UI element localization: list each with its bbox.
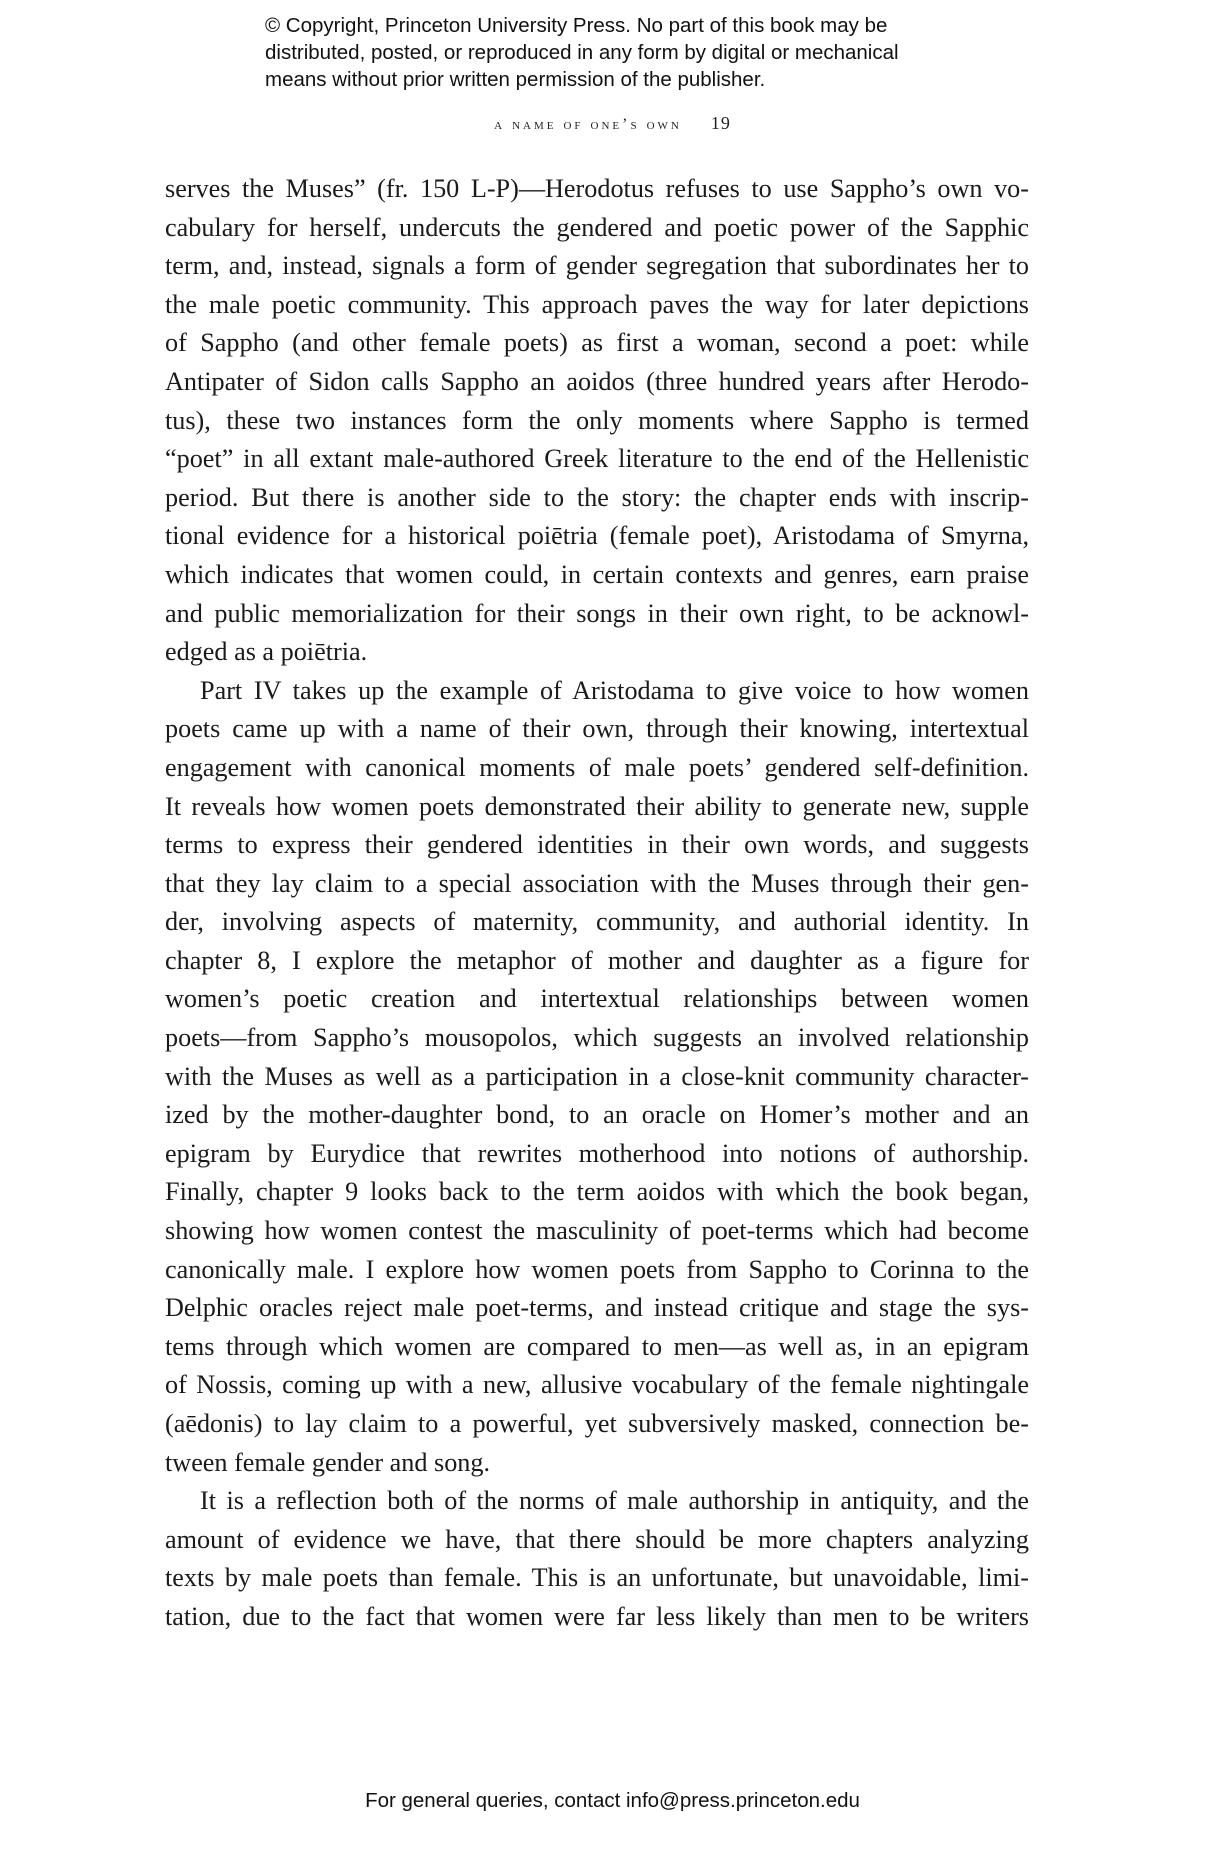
text-line: serves the Muses” (fr. 150 L-P)—Herodotus refuses to use Sappho’s own vo- [165,174,1029,203]
text-line: engagement with canonical moments of male poets’ gendered self-definition. [165,752,1029,782]
text-line: “poet” in all extant male-authored Greek literature to the end of the Hellenistic [165,444,1029,474]
footer-contact: For general queries, contact info@press.princeton.edu [365,1789,860,1812]
text-line: edged as a poiētria. [165,637,368,667]
text-line: Finally, chapter 9 looks back to the term aoidos with which the book began, [165,1177,1029,1207]
text-line: It reveals how women poets demonstrated their ability to generate new, supple [165,791,1029,821]
running-head [0,113,1225,134]
text-line: term, and, instead, signals a form of gender segregation that subordinates her to [165,251,1029,281]
text-line: women’s poetic creation and intertextual relationships between women [165,984,1029,1014]
text-line: of Sappho (and other female poets) as first a woman, second a poet: while [165,328,1029,358]
text-line: Part IV takes up the example of Aristodama to give voice to how women [200,675,1029,705]
text-line: (aēdonis) to lay claim to a powerful, yet subversively masked, connection be- [165,1409,1029,1438]
text-line: It is a reflection both of the norms of male authorship in antiquity, and the [200,1486,1029,1516]
paragraph [165,1482,1029,1636]
text-line: Delphic oracles reject male poet-terms, and instead critique and stage the sys- [165,1293,1029,1323]
text-line: tus), these two instances form the only moments where Sappho is termed [165,405,1029,435]
text-line: Antipater of Sidon calls Sappho an aoidos (three hundred years after Herodo- [165,366,1029,396]
copyright-line: distributed, posted, or reproduced in any form by digital or mechanical [265,41,899,64]
page-number: 19 [710,113,731,133]
text-line: tems through which women are compared to men—as well as, in an epigram [165,1331,1029,1361]
text-line: texts by male poets than female. This is an unfortunate, but unavoidable, limi- [165,1563,1029,1593]
text-line: and public memorialization for their songs in their own right, to be acknowl- [165,598,1029,628]
text-line: showing how women contest the masculinity of poet-terms which had become [165,1216,1029,1246]
copyright-line: © Copyright, Princeton University Press. No part of this book may be [265,14,888,37]
body-text [165,170,1029,1637]
copyright-line: means without prior written permission of the publisher. [265,68,766,91]
text-line: cabulary for herself, undercuts the gendered and poetic power of the Sapphic [165,212,1029,242]
text-line: terms to express their gendered identities in their own words, and suggests [165,830,1029,860]
text-line: poets—from Sappho’s mousopolos, which suggests an involved relationship [165,1023,1029,1053]
running-head-title: a name of one’s own [494,116,682,133]
paragraph [165,170,1029,672]
copyright-notice [265,12,1025,93]
text-line: ized by the mother-daughter bond, to an oracle on Homer’s mother and an [165,1100,1029,1130]
text-line: which indicates that women could, in certain contexts and genres, earn praise [165,559,1029,589]
text-line: amount of evidence we have, that there should be more chapters analyzing [165,1524,1029,1554]
paragraph [165,672,1029,1482]
text-line: with the Muses as well as a participation in a close-knit community character- [165,1061,1029,1091]
text-line: canonically male. I explore how women poets from Sappho to Corinna to the [165,1254,1029,1284]
text-line: chapter 8, I explore the metaphor of mother and daughter as a figure for [165,945,1029,975]
text-line: the male poetic community. This approach paves the way for later depictions [165,289,1029,319]
text-line: der, involving aspects of maternity, community, and authorial identity. In [165,907,1029,937]
text-line: tional evidence for a historical poiētria (female poet), Aristodama of Smyrna, [165,521,1029,551]
text-line: period. But there is another side to the story: the chapter ends with inscrip- [165,482,1029,512]
text-line: of Nossis, coming up with a new, allusive vocabulary of the female nightingale [165,1370,1029,1400]
text-line: tween female gender and song. [165,1447,491,1477]
text-line: poets came up with a name of their own, through their knowing, intertextual [165,714,1029,744]
text-line: epigram by Eurydice that rewrites motherhood into notions of authorship. [165,1138,1029,1168]
text-line: tation, due to the fact that women were far less likely than men to be writers [165,1601,1029,1631]
text-line: that they lay claim to a special association with the Muses through their gen- [165,868,1029,898]
